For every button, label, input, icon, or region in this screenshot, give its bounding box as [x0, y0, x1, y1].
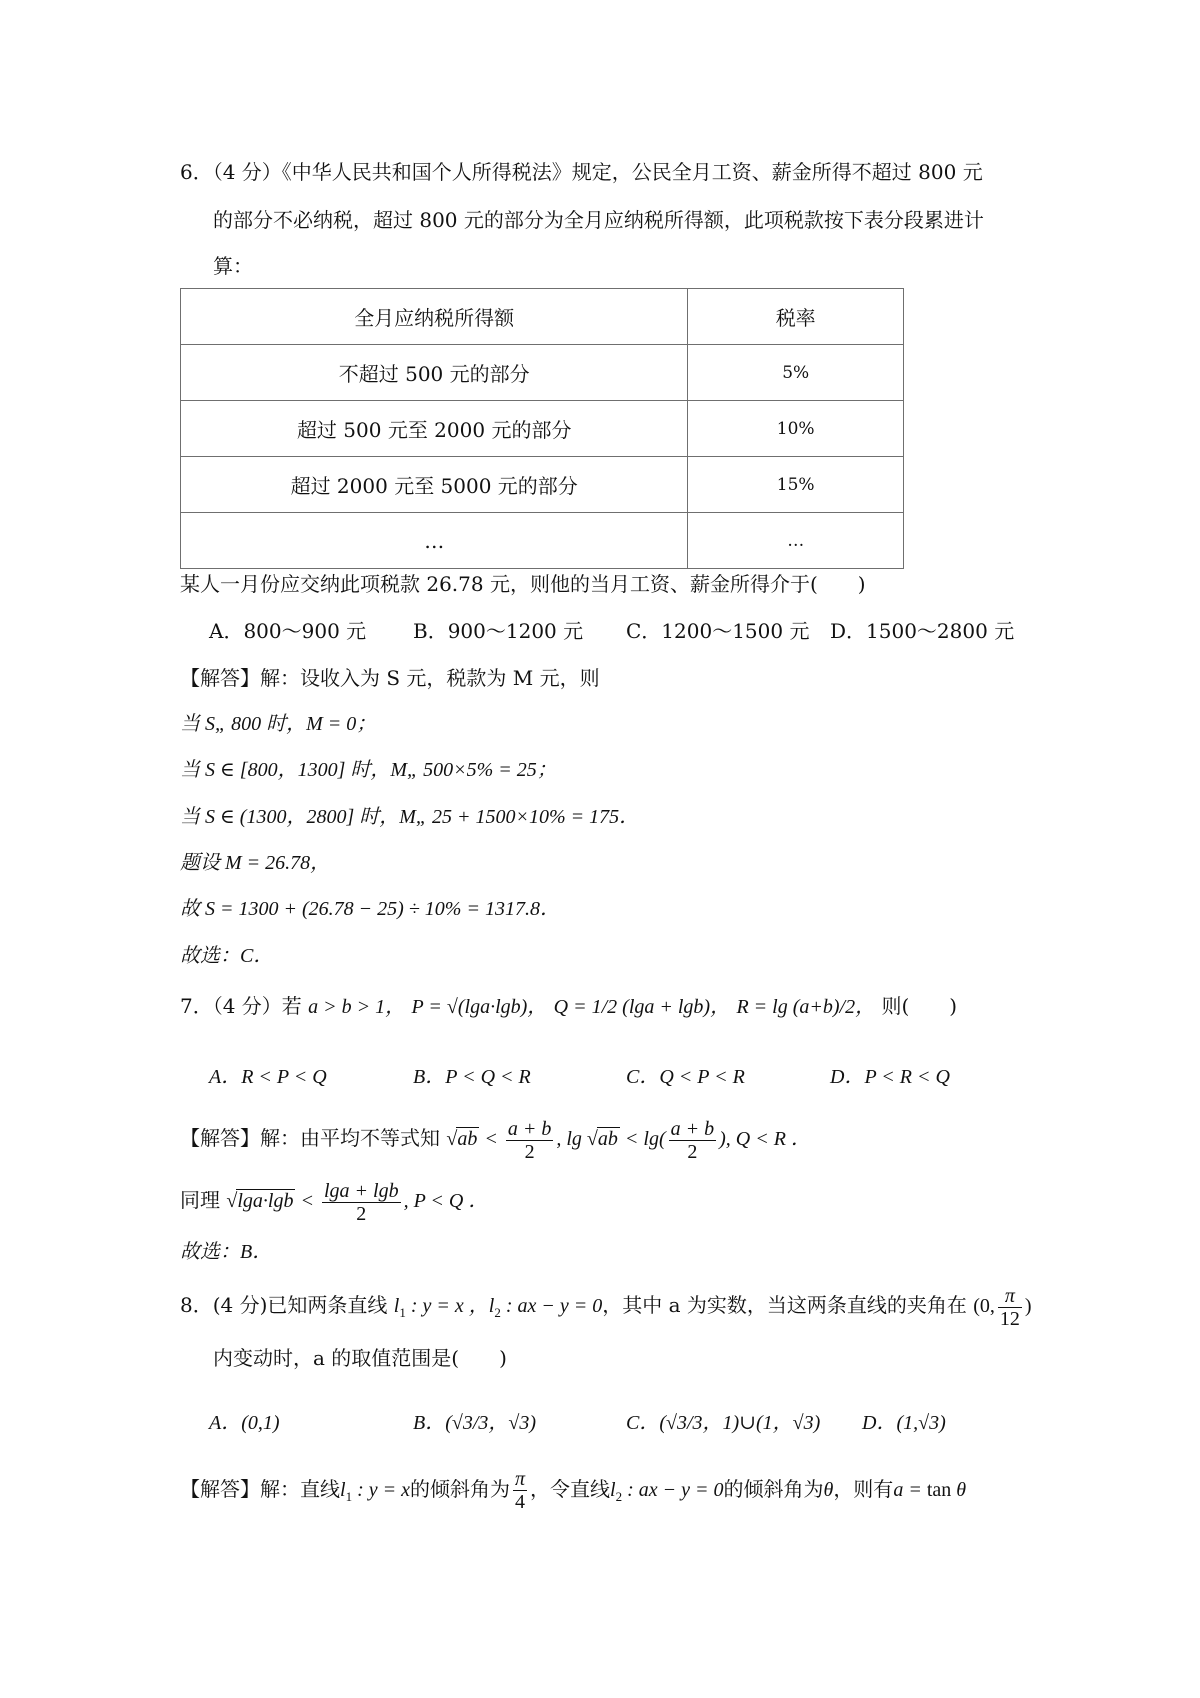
answer-text: ，则有	[833, 1477, 894, 1501]
q6-answer-line-3: 当 S ∈ (1300，2800] 时，M„ 25 + 1500×10% = 175．	[180, 806, 640, 828]
table-cell: 超过 500 元至 2000 元的部分	[181, 401, 688, 457]
q7-r-expression: R = lg (a+b)/2，	[736, 996, 876, 1018]
q8-tan-theta: a = tan θ	[893, 1479, 967, 1501]
table-cell: 15%	[688, 457, 904, 513]
q6-option-c: C．1200～1500 元	[626, 619, 810, 643]
q8-option-b: B．(√3/3，√3)	[413, 1412, 537, 1434]
q7-prefix: 7．（4 分）若	[180, 994, 302, 1018]
q8-pi-over-4: $\frac{\pi}{4}$	[514, 1468, 526, 1513]
q7-answer-line-2	[180, 1180, 488, 1225]
q8-answer-line-1	[180, 1468, 966, 1513]
q7-stem	[180, 992, 957, 1021]
q6-stem: 某人一月份应交纳此项税款 26.78 元，则他的当月工资、薪金所得介于( )	[180, 572, 866, 596]
q8-option-c: C．(√3/3，1)∪(1，√3)	[626, 1412, 821, 1434]
q8-option-d: D．(1,√3)	[862, 1412, 946, 1434]
q8-angle-interval: (0, $\frac{\pi}{12}$ )	[973, 1285, 1032, 1330]
answer-label: 【解答】	[180, 666, 260, 690]
q8-text: 8．(4 分)已知两条直线	[180, 1293, 388, 1318]
q8-stem-line-2: 内变动时，a 的取值范围是( )	[213, 1346, 507, 1370]
q7-inequality-2: √lga·lgb < $\frac{\lg a + \lg b}{2}$ , P < Q ．	[226, 1180, 489, 1225]
q8-line-l1: $l_1$ : y = x	[340, 1479, 410, 1504]
q8-option-a: A．(0,1)	[209, 1412, 280, 1434]
q7-option-d: D．P < R < Q	[830, 1066, 950, 1088]
q7-option-a: A．R < P < Q	[209, 1066, 327, 1088]
answer-text: 解：直线	[260, 1477, 340, 1501]
q7-answer-line-3: 故选：B．	[180, 1241, 273, 1263]
q8-stem-line-1	[180, 1285, 1032, 1330]
table-header-cell: 税率	[688, 289, 904, 345]
table-cell: 10%	[688, 401, 904, 457]
answer-text: 的倾斜角为	[409, 1477, 510, 1501]
q6-option-a: A．800～900 元	[209, 619, 367, 643]
table-cell: 超过 2000 元至 5000 元的部分	[181, 457, 688, 513]
q7-inequality-1: √ab < $\frac{a + b}{2}$ , lg √ab < lg( $\frac{a + b}{2}$ ), Q < R ．	[446, 1118, 811, 1163]
q7-option-c: C．Q < P < R	[626, 1066, 745, 1088]
table-row	[181, 401, 904, 457]
q6-answer-line-2: 当 S ∈ [800，1300] 时，M„ 500×5% = 25；	[180, 759, 557, 781]
table-row	[181, 513, 904, 569]
q7-condition: a > b > 1，	[308, 996, 406, 1018]
q6-line-1: 6．（4 分）《中华人民共和国个人所得税法》规定，公民全月工资、薪金所得不超过 800 元	[180, 160, 983, 184]
q8-text: ，其中 a 为实数，当这两条直线的夹角在	[602, 1293, 967, 1318]
answer-text: ，令直线	[530, 1477, 611, 1501]
q6-option-b: B．900～1200 元	[413, 619, 584, 643]
q7-p-expression: P = √(lga·lgb)，	[411, 996, 548, 1018]
q6-answer-line-5: 故 S = 1300 + (26.78 − 25) ÷ 10% = 1317.8．	[180, 898, 560, 920]
answer-text: 解：由平均不等式知	[260, 1126, 440, 1151]
answer-label: 【解答】	[180, 1477, 260, 1501]
q8-lines: $l_1$ : y = x ，$l_2$ : ax − y = 0	[393, 1295, 603, 1321]
q7-q-expression: Q = 1/2 (lga + lgb)，	[553, 996, 731, 1018]
table-cell: …	[181, 513, 688, 569]
answer-label: 【解答】	[180, 1126, 260, 1151]
answer-text: 同理	[180, 1188, 220, 1213]
table-cell: …	[688, 513, 904, 569]
q6-line-2: 的部分不必纳税，超过 800 元的部分为全月应纳税所得额，此项税款按下表分段累进计	[213, 208, 984, 232]
q6-answer-line-6: 故选：C．	[180, 945, 274, 967]
q8-theta: θ	[823, 1479, 834, 1501]
table-cell: 5%	[688, 345, 904, 401]
answer-text: 的倾斜角为	[723, 1477, 824, 1501]
table-row	[181, 345, 904, 401]
q7-answer-line-1	[180, 1118, 811, 1163]
table-header-cell: 全月应纳税所得额	[181, 289, 688, 345]
q6-answer-line-1: 当 S„ 800 时，M = 0；	[180, 713, 377, 735]
q7-then: 则( )	[881, 994, 958, 1018]
tax-rate-table	[180, 288, 904, 569]
q6-answer-intro	[180, 664, 600, 692]
q6-option-d: D．1500～2800 元	[830, 619, 1015, 643]
q8-line-l2: $l_2$ : ax − y = 0	[610, 1479, 724, 1504]
table-header-row	[181, 289, 904, 345]
table-row	[181, 457, 904, 513]
table-cell: 不超过 500 元的部分	[181, 345, 688, 401]
q6-answer-line-4: 题设 M = 26.78，	[180, 852, 331, 874]
q6-line-3: 算：	[213, 254, 253, 278]
answer-text: 解：设收入为 S 元，税款为 M 元，则	[260, 666, 600, 690]
q7-option-b: B．P < Q < R	[413, 1066, 531, 1088]
